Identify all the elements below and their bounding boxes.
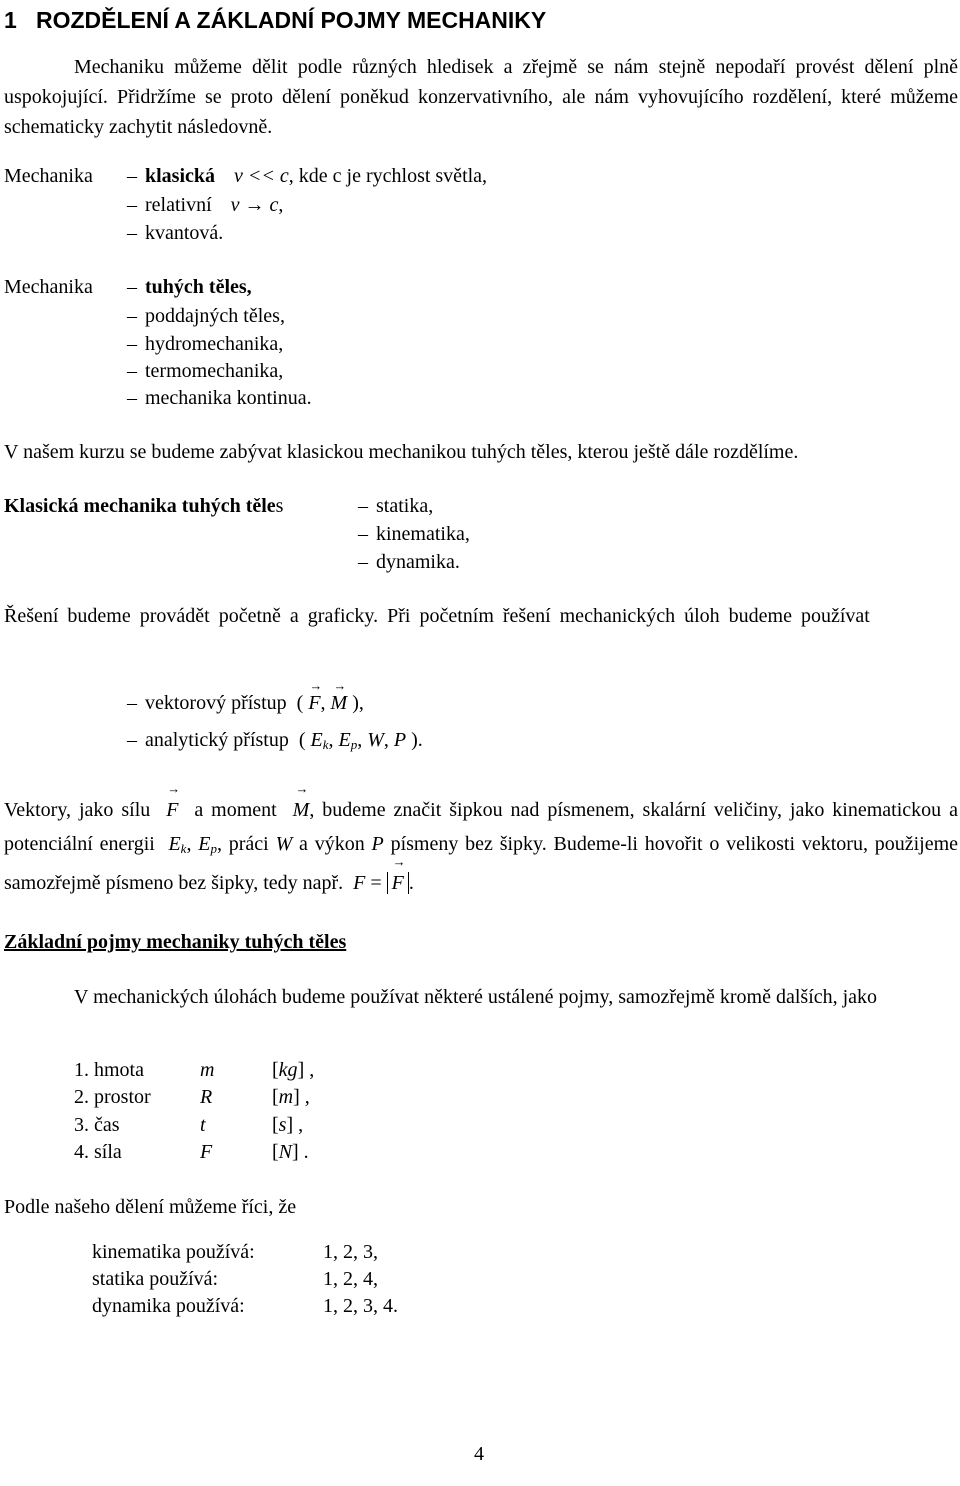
division1-item: [127, 192, 283, 218]
division3-item: – dynamika.: [358, 549, 460, 575]
division2-item: – poddajných těles,: [127, 303, 285, 329]
usage-value: 1, 2, 4,: [323, 1268, 378, 1290]
division1-item: [127, 163, 487, 189]
concept-unit: [s] ,: [272, 1114, 304, 1136]
usage-value: 1, 2, 3,: [323, 1241, 378, 1263]
division3-label: Klasická mechanika tuhých těles: [4, 495, 284, 517]
moment-symbol: M: [330, 692, 348, 714]
chapter-number: 1: [4, 7, 17, 33]
division2-item: – hydromechanika,: [127, 331, 283, 357]
vectors-paragraph: Vektory, jako sílu → F a moment → M, budeme značit šipkou nad písmenem, skalární veličiny, jako kinematickou a potenciální energii $E_k$, $E_p$, práci W a výkon P písmeny bez šipky. Budeme-li hovořit o velikosti vektoru, použijeme samozřejmě písmeno bez šipky, tedy např. F = → F .: [4, 781, 959, 894]
division3-item: – statika,: [358, 493, 433, 519]
vector-approach: – vektorový přístup ( → F, → M ),: [127, 690, 364, 716]
division1-item-note: ,: [278, 194, 284, 216]
division1-item-name: kvantová.: [145, 222, 224, 244]
section-subheading: Základní pojmy mechaniky tuhých těles: [4, 931, 347, 953]
page-number: 4: [474, 1443, 484, 1465]
usage-label: statika používá:: [92, 1268, 219, 1290]
division1-item-name: klasická: [145, 165, 216, 187]
division2-label: Mechanika: [4, 276, 93, 298]
concept-symbol: R: [200, 1086, 213, 1108]
division1-item-formula: v → c: [230, 194, 279, 216]
division1-item-note: , kde c je rychlost světla,: [288, 165, 488, 187]
usage-value: 1, 2, 3, 4.: [323, 1295, 398, 1317]
division2-item: – tuhých těles,: [127, 274, 252, 300]
intro-paragraph: Mechaniku můžeme dělit podle různých hledisek a zřejmě se nám stejně nepodaří provést dělení plně uspokojující. Přidržíme se proto dělení poněkud konzervativního, ale nám vyhovujícího rozdělení, které můžeme schematicky zachytit následovně.: [4, 56, 958, 138]
usage-label: dynamika používá:: [92, 1295, 245, 1317]
concept-unit: [kg] ,: [272, 1059, 315, 1081]
division2-item: – mechanika kontinua.: [127, 385, 312, 411]
concept-symbol: F: [200, 1141, 213, 1163]
division1-item-formula: v << c: [234, 165, 289, 187]
usage-intro: Podle našeho dělení můžeme říci, že: [4, 1196, 297, 1218]
chapter-heading: [4, 6, 546, 36]
solution-paragraph: Řešení budeme provádět početně a graficky. Při početním řešení mechanických úloh budeme používat: [4, 605, 870, 627]
chapter-title: ROZDĚLENÍ A ZÁKLADNÍ POJMY MECHANIKY: [35, 7, 547, 33]
usage-label: kinematika používá:: [92, 1241, 255, 1263]
concept-row: 4. síla: [74, 1141, 122, 1163]
concept-row: 2. prostor: [74, 1086, 151, 1108]
division1-item-name: relativní: [145, 194, 212, 216]
concepts-intro: V mechanických úlohách budeme používat některé ustálené pojmy, samozřejmě kromě dalších, jako: [74, 986, 878, 1008]
division2-item: – termomechanika,: [127, 358, 283, 384]
concept-symbol: t: [200, 1114, 206, 1136]
concept-symbol: m: [200, 1059, 215, 1081]
concept-unit: [N] .: [272, 1141, 309, 1163]
force-symbol: F: [308, 692, 321, 714]
division1-label: Mechanika: [4, 165, 93, 187]
concept-unit: [m] ,: [272, 1086, 310, 1108]
analytic-approach: – analytický přístup ( $E_k$, $E_p$, W, P ).: [127, 727, 423, 754]
division1-item: [127, 220, 223, 246]
division3-item: – kinematika,: [358, 521, 470, 547]
concept-row: 3. čas: [74, 1114, 120, 1136]
concept-row: 1. hmota: [74, 1059, 144, 1081]
course-sentence: V našem kurzu se budeme zabývat klasickou mechanikou tuhých těles, kterou ještě dále rozdělíme.: [4, 441, 799, 463]
